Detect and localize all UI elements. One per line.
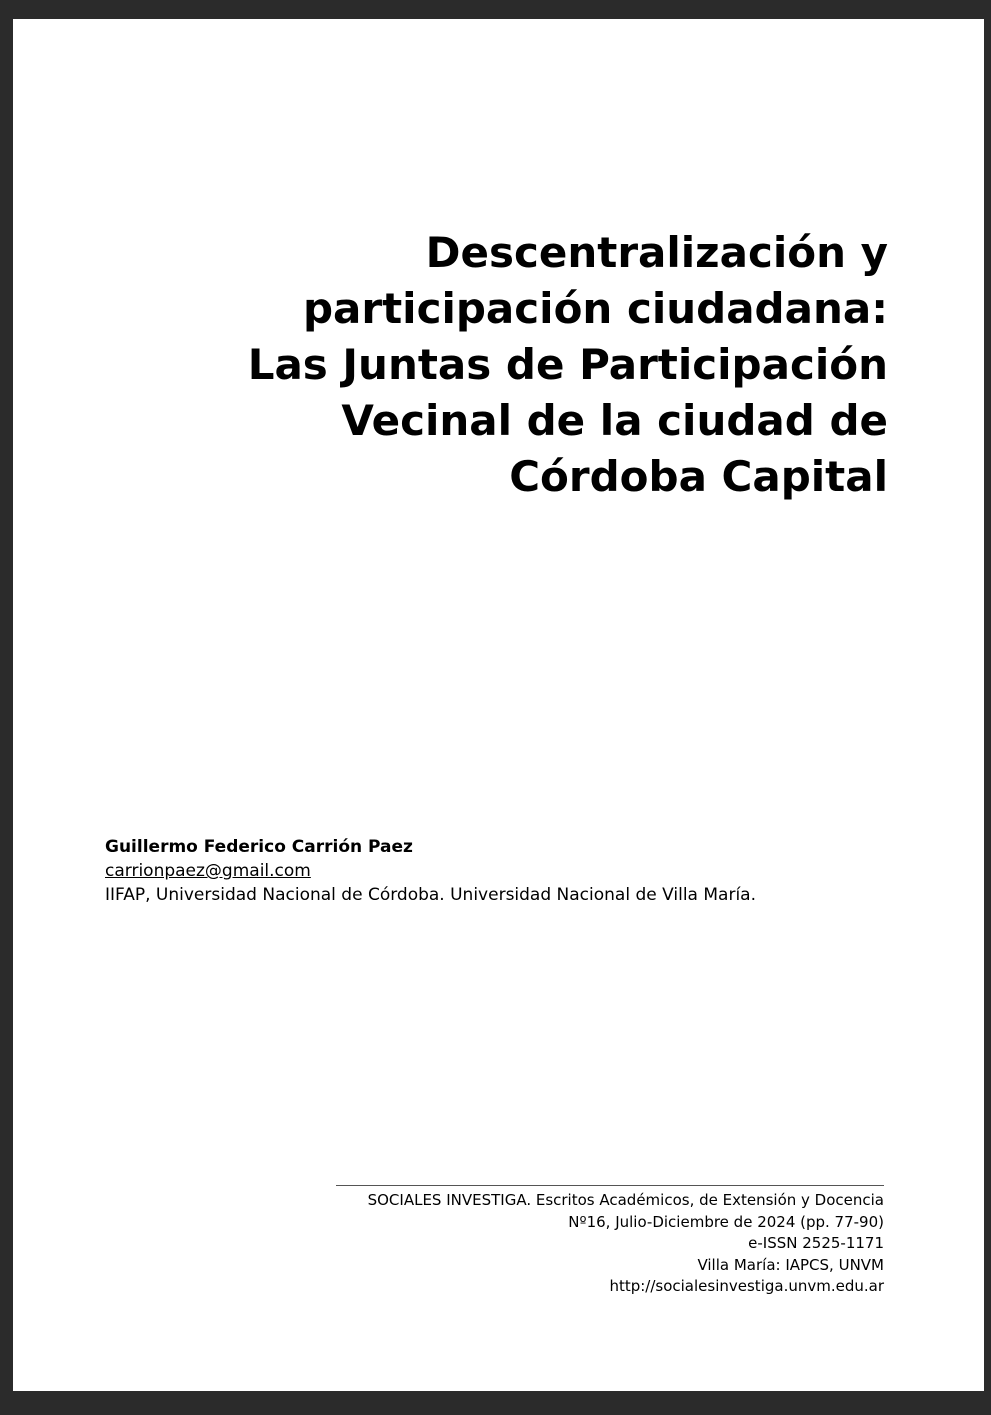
journal-name: SOCIALES INVESTIGA. Escritos Académicos, de Extensión y Docencia	[367, 1191, 884, 1209]
journal-issue: Nº16, Julio-Diciembre de 2024 (pp. 77-90)	[568, 1212, 884, 1231]
title-line: participación ciudadana:	[302, 284, 888, 333]
author-block	[105, 835, 756, 907]
author-affiliation: IIFAP, Universidad Nacional de Córdoba. Universidad Nacional de Villa María.	[105, 885, 756, 905]
document-page	[13, 19, 984, 1391]
footer-divider	[336, 1185, 884, 1186]
article-title	[188, 225, 888, 505]
title-line: Las Juntas de Participación	[247, 340, 888, 389]
author-name: Guillermo Federico Carrión Paez	[105, 837, 413, 857]
journal-footer	[336, 1185, 884, 1298]
title-line: Córdoba Capital	[509, 452, 888, 501]
title-line: Descentralización y	[425, 228, 888, 277]
author-email-link[interactable]: carrionpaez@gmail.com	[105, 861, 311, 881]
journal-issn: e-ISSN 2525-1171	[748, 1234, 884, 1252]
title-line: Vecinal de la ciudad de	[341, 396, 888, 445]
journal-url[interactable]: http://socialesinvestiga.unvm.edu.ar	[609, 1277, 884, 1295]
journal-place: Villa María: IAPCS, UNVM	[697, 1255, 884, 1274]
